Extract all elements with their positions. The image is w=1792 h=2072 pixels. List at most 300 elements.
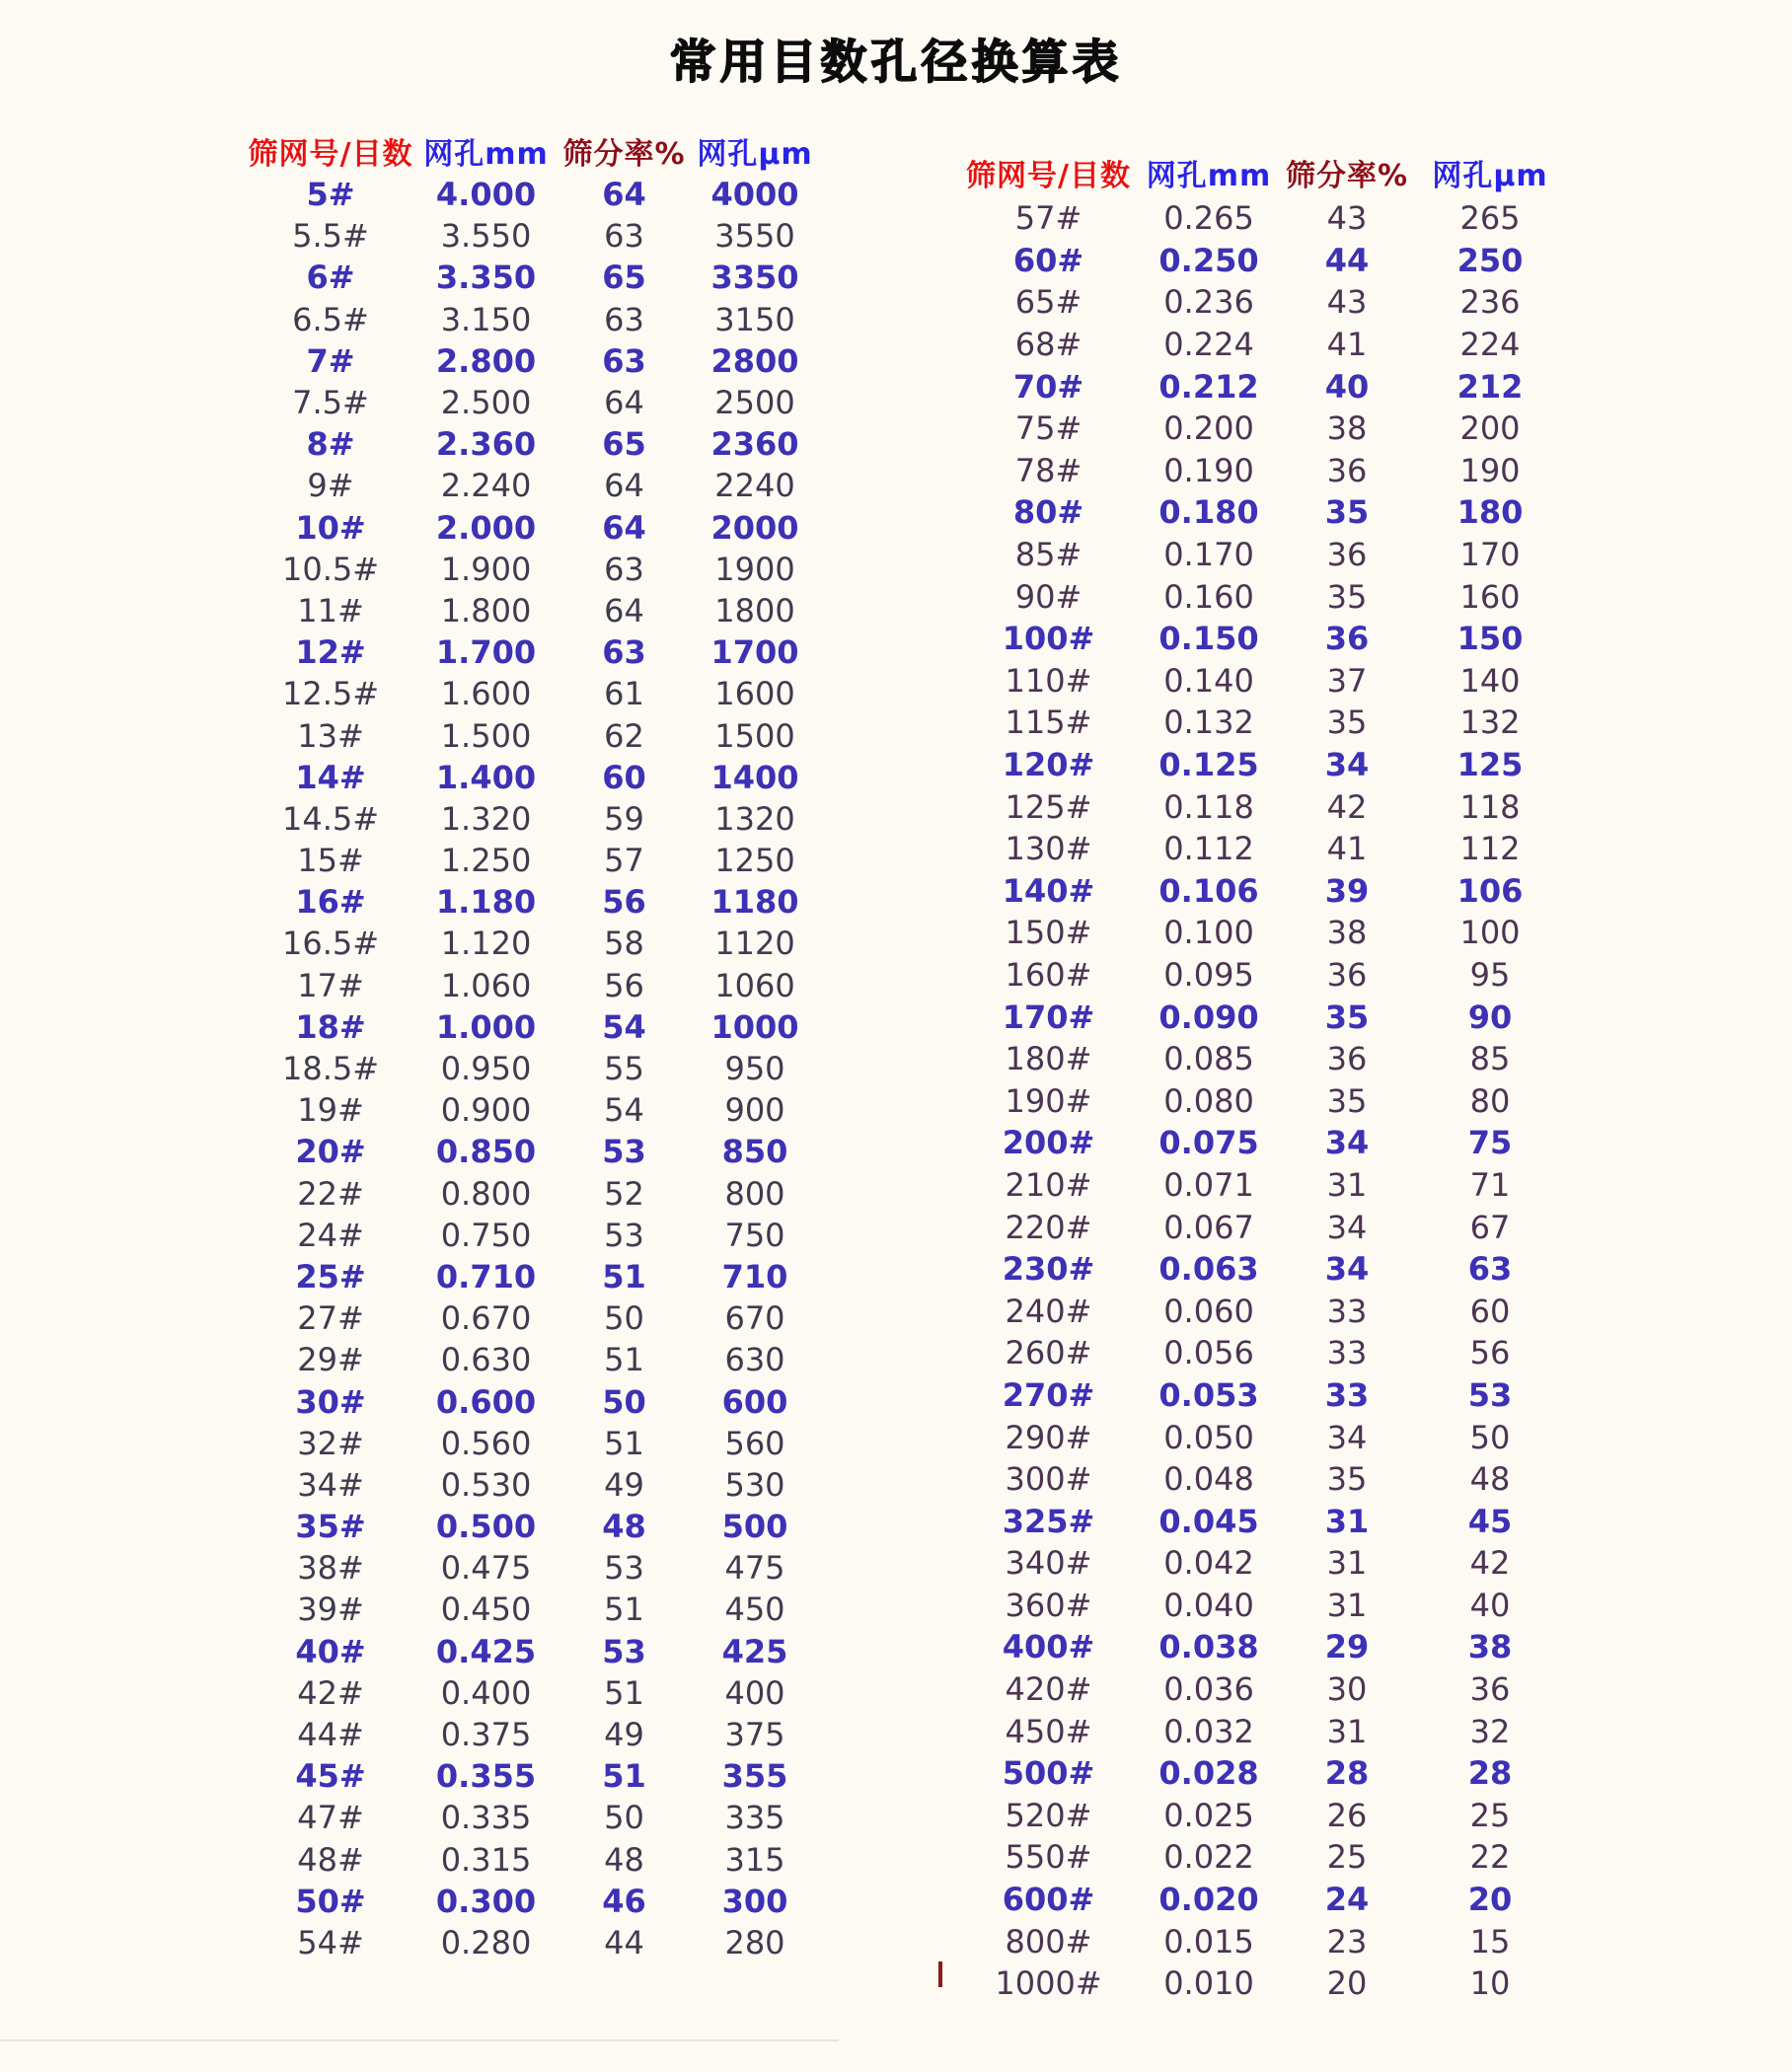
cell-rate: 20 (1326, 1964, 1368, 2003)
table-row (247, 714, 819, 756)
cell-um: 36 (1469, 1670, 1511, 1709)
cell-mm: 0.045 (1158, 1502, 1259, 1540)
cell-mm: 0.530 (440, 1465, 532, 1504)
cell-mesh: 22# (297, 1174, 364, 1213)
cell-mesh: 10.5# (281, 550, 380, 588)
cell-rate: 23 (1326, 1922, 1368, 1961)
cell-rate: 39 (1324, 871, 1370, 910)
cell-mesh: 450# (1005, 1712, 1092, 1750)
scan-artifact-tick (938, 1961, 942, 1987)
cell-um: 2240 (714, 467, 795, 505)
table-row (247, 1297, 819, 1339)
table-row (247, 1464, 819, 1506)
cell-mesh: 14# (295, 758, 366, 796)
cell-rate: 30 (1326, 1670, 1368, 1709)
cell-mm: 0.067 (1163, 1208, 1254, 1246)
cell-um: 1800 (714, 591, 795, 629)
cell-mm: 0.053 (1158, 1375, 1259, 1414)
cell-rate: 50 (604, 1799, 644, 1837)
cell-um: 45 (1467, 1502, 1513, 1540)
cell-rate: 44 (604, 1923, 644, 1961)
cell-mesh: 130# (1005, 830, 1092, 868)
table-row (247, 1589, 819, 1630)
cell-um: 100 (1459, 914, 1521, 952)
cell-rate: 63 (602, 633, 646, 672)
table-row (962, 1795, 1569, 1837)
table-row (247, 1089, 819, 1131)
cell-rate: 53 (602, 1133, 646, 1171)
table-row (247, 1173, 819, 1215)
table-row (247, 881, 819, 923)
table-row (247, 965, 819, 1006)
cell-rate: 56 (602, 883, 646, 922)
cell-mesh: 240# (1005, 1292, 1092, 1330)
cell-rate: 59 (604, 799, 644, 838)
cell-rate: 36 (1326, 955, 1368, 994)
table-row (247, 423, 819, 465)
cell-mesh: 14.5# (281, 799, 380, 838)
column-header-screening-rate: 筛分率% (1285, 159, 1409, 193)
cell-mm: 2.360 (435, 425, 537, 464)
table-row (962, 1962, 1569, 2005)
cell-mm: 0.075 (1158, 1124, 1259, 1162)
cell-um: 1600 (714, 675, 795, 713)
cell-rate: 61 (604, 675, 644, 713)
cell-rate: 54 (602, 1007, 646, 1046)
table-row (247, 549, 819, 590)
cell-um: 190 (1459, 451, 1521, 489)
column-header-mesh-number: 筛网号/目数 (248, 137, 413, 172)
cell-um: 250 (1456, 241, 1524, 279)
cell-mesh: 57# (1014, 199, 1083, 238)
cell-rate: 64 (604, 591, 644, 629)
cell-um: 1900 (714, 550, 795, 588)
cell-um: 118 (1459, 787, 1521, 826)
cell-mm: 0.950 (440, 1050, 532, 1088)
cell-mm: 0.400 (440, 1673, 532, 1712)
cell-um: 212 (1456, 367, 1524, 406)
table-row (962, 575, 1569, 618)
cell-mesh: 600# (1002, 1881, 1095, 1919)
cell-mm: 0.190 (1163, 451, 1254, 489)
table-row (962, 1206, 1569, 1248)
table-row (247, 1881, 819, 1922)
table-row (962, 618, 1569, 660)
cell-mesh: 29# (297, 1341, 364, 1379)
cell-mm: 0.450 (440, 1591, 532, 1629)
table-header-row (962, 148, 1569, 197)
table-row (962, 954, 1569, 997)
cell-mm: 0.100 (1163, 914, 1254, 952)
table-row (962, 450, 1569, 492)
cell-mm: 0.425 (435, 1632, 537, 1670)
cell-rate: 51 (602, 1757, 646, 1796)
table-row (962, 281, 1569, 324)
cell-um: 800 (724, 1174, 785, 1213)
cell-mm: 0.750 (440, 1216, 532, 1254)
cell-rate: 35 (1326, 1460, 1368, 1499)
table-header-row (247, 128, 819, 174)
cell-mesh: 34# (297, 1465, 364, 1504)
cell-mesh: 400# (1002, 1628, 1095, 1666)
cell-rate: 53 (602, 1632, 646, 1670)
cell-mm: 0.042 (1163, 1544, 1254, 1583)
cell-rate: 34 (1326, 1208, 1368, 1246)
cell-mesh: 85# (1014, 536, 1083, 574)
cell-rate: 43 (1326, 283, 1368, 322)
cell-mesh: 360# (1005, 1586, 1092, 1624)
cell-um: 48 (1469, 1460, 1511, 1499)
cell-um: 1120 (714, 925, 795, 963)
cell-mesh: 8# (306, 425, 355, 464)
table-row (962, 785, 1569, 828)
table-row (247, 215, 819, 257)
cell-mm: 0.212 (1158, 367, 1259, 406)
cell-mm: 1.320 (440, 799, 532, 838)
cell-rate: 50 (604, 1299, 644, 1338)
cell-mesh: 75# (1014, 409, 1083, 448)
cell-rate: 38 (1326, 409, 1368, 448)
cell-um: 950 (724, 1050, 785, 1088)
cell-mesh: 68# (1014, 326, 1083, 364)
cell-um: 475 (724, 1549, 785, 1588)
cell-mm: 0.125 (1158, 746, 1259, 784)
cell-rate: 48 (602, 1508, 646, 1546)
table-row (962, 1500, 1569, 1542)
cell-um: 160 (1459, 577, 1521, 616)
cell-mm: 0.071 (1163, 1165, 1254, 1204)
cell-mm: 1.000 (435, 1007, 537, 1046)
cell-rate: 44 (1324, 241, 1370, 279)
cell-mm: 0.085 (1163, 1040, 1254, 1078)
cell-mm: 0.250 (1158, 241, 1259, 279)
cell-mesh: 150# (1005, 914, 1092, 952)
table-row (962, 870, 1569, 913)
cell-mm: 0.015 (1163, 1922, 1254, 1961)
cell-rate: 64 (604, 384, 644, 422)
table-row (962, 1248, 1569, 1291)
cell-um: 900 (724, 1091, 785, 1130)
table-row (962, 1879, 1569, 1921)
cell-mesh: 30# (295, 1382, 366, 1421)
table-row (247, 299, 819, 340)
table-row (247, 923, 819, 964)
cell-rate: 51 (604, 1424, 644, 1462)
cell-um: 20 (1467, 1881, 1513, 1919)
cell-mesh: 7# (306, 341, 355, 380)
cell-um: 71 (1469, 1165, 1511, 1204)
cell-rate: 42 (1326, 787, 1368, 826)
cell-rate: 57 (604, 842, 644, 880)
cell-um: 450 (724, 1591, 785, 1629)
table-row (962, 702, 1569, 744)
column-header-aperture-um: 网孔μm (697, 137, 813, 172)
table-row (247, 757, 819, 798)
cell-mm: 0.090 (1158, 998, 1259, 1036)
cell-mesh: 6.5# (292, 300, 369, 338)
cell-um: 400 (724, 1673, 785, 1712)
cell-um: 1700 (710, 633, 799, 672)
table-row (962, 1164, 1569, 1207)
column-header-mesh-number: 筛网号/目数 (966, 159, 1131, 193)
cell-mm: 0.010 (1163, 1964, 1254, 2003)
cell-um: 1000 (710, 1007, 799, 1046)
table-row (247, 382, 819, 423)
cell-mm: 0.224 (1163, 326, 1254, 364)
cell-mesh: 18.5# (281, 1050, 380, 1088)
table-row (962, 240, 1569, 282)
cell-mm: 0.236 (1163, 283, 1254, 322)
cell-rate: 34 (1324, 1124, 1370, 1162)
cell-um: 22 (1469, 1838, 1511, 1877)
cell-mesh: 800# (1005, 1922, 1092, 1961)
cell-mm: 0.025 (1163, 1796, 1254, 1834)
table-row (962, 912, 1569, 954)
cell-rate: 55 (604, 1050, 644, 1088)
cell-mesh: 20# (295, 1133, 366, 1171)
cell-rate: 49 (604, 1716, 644, 1754)
cell-mesh: 38# (297, 1549, 364, 1588)
cell-um: 3550 (714, 217, 795, 256)
cell-rate: 54 (604, 1091, 644, 1130)
cell-rate: 24 (1324, 1881, 1370, 1919)
table-row (962, 1836, 1569, 1879)
cell-mm: 1.060 (440, 966, 532, 1004)
table-row (962, 1626, 1569, 1668)
mesh-table-left (247, 128, 819, 1963)
cell-mesh: 340# (1005, 1544, 1092, 1583)
cell-rate: 37 (1326, 661, 1368, 700)
cell-mm: 4.000 (435, 176, 537, 214)
table-row (247, 1922, 819, 1963)
cell-mm: 0.710 (435, 1257, 537, 1295)
cell-mm: 0.036 (1163, 1670, 1254, 1709)
cell-um: 50 (1469, 1418, 1511, 1456)
cell-mesh: 160# (1005, 955, 1092, 994)
cell-um: 265 (1459, 199, 1521, 238)
cell-mesh: 220# (1005, 1208, 1092, 1246)
cell-mm: 0.038 (1158, 1628, 1259, 1666)
cell-rate: 41 (1326, 326, 1368, 364)
table-row (962, 365, 1569, 407)
cell-um: 140 (1459, 661, 1521, 700)
cell-mesh: 520# (1005, 1796, 1092, 1834)
table-row (962, 1416, 1569, 1458)
table-row (247, 1506, 819, 1547)
cell-mm: 0.300 (435, 1882, 537, 1920)
cell-um: 530 (724, 1465, 785, 1504)
cell-mesh: 10# (295, 508, 366, 547)
cell-rate: 64 (602, 176, 646, 214)
cell-rate: 31 (1326, 1165, 1368, 1204)
cell-rate: 46 (602, 1882, 646, 1920)
cell-um: 125 (1456, 746, 1524, 784)
cell-rate: 51 (604, 1591, 644, 1629)
cell-um: 2800 (710, 341, 799, 380)
cell-mm: 1.600 (440, 675, 532, 713)
cell-mm: 0.315 (440, 1840, 532, 1879)
cell-mesh: 40# (295, 1632, 366, 1670)
cell-mesh: 70# (1012, 367, 1084, 406)
cell-mesh: 45# (295, 1757, 366, 1796)
table-row (247, 1423, 819, 1464)
cell-mm: 0.355 (435, 1757, 537, 1796)
cell-um: 75 (1467, 1124, 1513, 1162)
cell-um: 1400 (710, 758, 799, 796)
cell-um: 600 (721, 1382, 788, 1421)
cell-mm: 1.250 (440, 842, 532, 880)
cell-mesh: 16# (295, 883, 366, 922)
table-row (247, 798, 819, 840)
cell-um: 112 (1459, 830, 1521, 868)
cell-mm: 0.150 (1158, 620, 1259, 658)
cell-mesh: 35# (295, 1508, 366, 1546)
cell-rate: 51 (604, 1341, 644, 1379)
cell-mm: 1.180 (435, 883, 537, 922)
cell-mesh: 6# (306, 259, 355, 297)
cell-mm: 0.106 (1158, 871, 1259, 910)
cell-mesh: 13# (297, 716, 364, 755)
cell-mesh: 290# (1005, 1418, 1092, 1456)
cell-mesh: 54# (297, 1923, 364, 1961)
cell-mesh: 5.5# (292, 217, 369, 256)
cell-rate: 33 (1326, 1292, 1368, 1330)
cell-mesh: 48# (297, 1840, 364, 1879)
table-row (962, 1542, 1569, 1585)
cell-mesh: 230# (1002, 1250, 1095, 1289)
cell-mm: 0.060 (1163, 1292, 1254, 1330)
cell-rate: 62 (604, 716, 644, 755)
cell-mm: 0.850 (435, 1133, 537, 1171)
cell-mm: 0.375 (440, 1716, 532, 1754)
table-row (962, 1710, 1569, 1752)
table-row (962, 407, 1569, 450)
cell-rate: 35 (1326, 703, 1368, 742)
table-row (962, 1079, 1569, 1122)
cell-mesh: 270# (1002, 1375, 1095, 1414)
cell-um: 90 (1467, 998, 1513, 1036)
cell-um: 15 (1469, 1922, 1511, 1961)
cell-rate: 53 (604, 1549, 644, 1588)
cell-um: 63 (1467, 1250, 1513, 1289)
cell-mesh: 100# (1002, 620, 1095, 658)
table-row (962, 1374, 1569, 1417)
cell-mm: 0.265 (1163, 199, 1254, 238)
cell-rate: 64 (602, 508, 646, 547)
cell-mesh: 44# (297, 1716, 364, 1754)
cell-rate: 31 (1326, 1586, 1368, 1624)
cell-mm: 0.132 (1163, 703, 1254, 742)
cell-rate: 36 (1326, 1040, 1368, 1078)
cell-mesh: 9# (307, 467, 354, 505)
table-row (247, 1006, 819, 1048)
table-row (962, 660, 1569, 703)
table-row (247, 1215, 819, 1256)
table-row (962, 1290, 1569, 1332)
cell-rate: 60 (602, 758, 646, 796)
cell-rate: 51 (604, 1673, 644, 1712)
cell-mesh: 5# (306, 176, 355, 214)
cell-mesh: 1000# (995, 1964, 1102, 2003)
cell-rate: 65 (602, 425, 646, 464)
cell-mm: 2.000 (435, 508, 537, 547)
cell-mm: 0.095 (1163, 955, 1254, 994)
cell-mm: 0.335 (440, 1799, 532, 1837)
cell-um: 85 (1469, 1040, 1511, 1078)
table-row (247, 465, 819, 506)
cell-mm: 2.800 (435, 341, 537, 380)
cell-mesh: 25# (295, 1257, 366, 1295)
cell-rate: 33 (1326, 1334, 1368, 1372)
table-row (962, 1122, 1569, 1164)
cell-mesh: 78# (1014, 451, 1083, 489)
cell-um: 42 (1469, 1544, 1511, 1583)
cell-rate: 36 (1326, 536, 1368, 574)
cell-mm: 0.020 (1158, 1881, 1259, 1919)
cell-um: 25 (1469, 1796, 1511, 1834)
cell-um: 750 (724, 1216, 785, 1254)
cell-rate: 58 (604, 925, 644, 963)
table-row (247, 631, 819, 673)
table-row (247, 507, 819, 549)
cell-mm: 0.560 (440, 1424, 532, 1462)
cell-um: 38 (1467, 1628, 1513, 1666)
table-row (247, 1755, 819, 1797)
cell-um: 224 (1459, 326, 1521, 364)
cell-rate: 48 (604, 1840, 644, 1879)
table-row (247, 174, 819, 215)
column-header-aperture-mm: 网孔mm (1146, 159, 1272, 193)
table-row (247, 673, 819, 714)
cell-um: 28 (1467, 1754, 1513, 1793)
cell-um: 10 (1469, 1964, 1511, 2003)
cell-mesh: 47# (297, 1799, 364, 1837)
table-row (962, 1585, 1569, 1627)
scan-artifact-line (0, 2039, 839, 2041)
cell-um: 2000 (710, 508, 799, 547)
cell-um: 1500 (714, 716, 795, 755)
cell-mm: 0.630 (440, 1341, 532, 1379)
cell-mesh: 90# (1014, 577, 1083, 616)
cell-rate: 35 (1324, 998, 1370, 1036)
cell-mm: 0.050 (1163, 1418, 1254, 1456)
page-title: 常用目数孔径换算表 (669, 36, 1123, 90)
column-header-aperture-mm: 网孔mm (423, 137, 549, 172)
cell-mm: 1.400 (435, 758, 537, 796)
cell-rate: 56 (604, 966, 644, 1004)
cell-rate: 26 (1326, 1796, 1368, 1834)
cell-mm: 0.080 (1163, 1081, 1254, 1120)
cell-rate: 38 (1326, 914, 1368, 952)
cell-rate: 31 (1326, 1544, 1368, 1583)
cell-mm: 0.028 (1158, 1754, 1259, 1793)
cell-mm: 0.140 (1163, 661, 1254, 700)
table-row (247, 840, 819, 881)
cell-mesh: 50# (295, 1882, 366, 1920)
table-row (247, 1797, 819, 1838)
table-row (247, 590, 819, 631)
cell-mm: 0.500 (435, 1508, 537, 1546)
cell-rate: 52 (604, 1174, 644, 1213)
cell-rate: 34 (1326, 1418, 1368, 1456)
cell-mesh: 300# (1005, 1460, 1092, 1499)
table-row (962, 1668, 1569, 1711)
cell-mesh: 7.5# (292, 384, 369, 422)
cell-um: 425 (721, 1632, 788, 1670)
cell-rate: 35 (1326, 1081, 1368, 1120)
table-body-left (247, 174, 819, 1963)
cell-rate: 63 (604, 217, 644, 256)
